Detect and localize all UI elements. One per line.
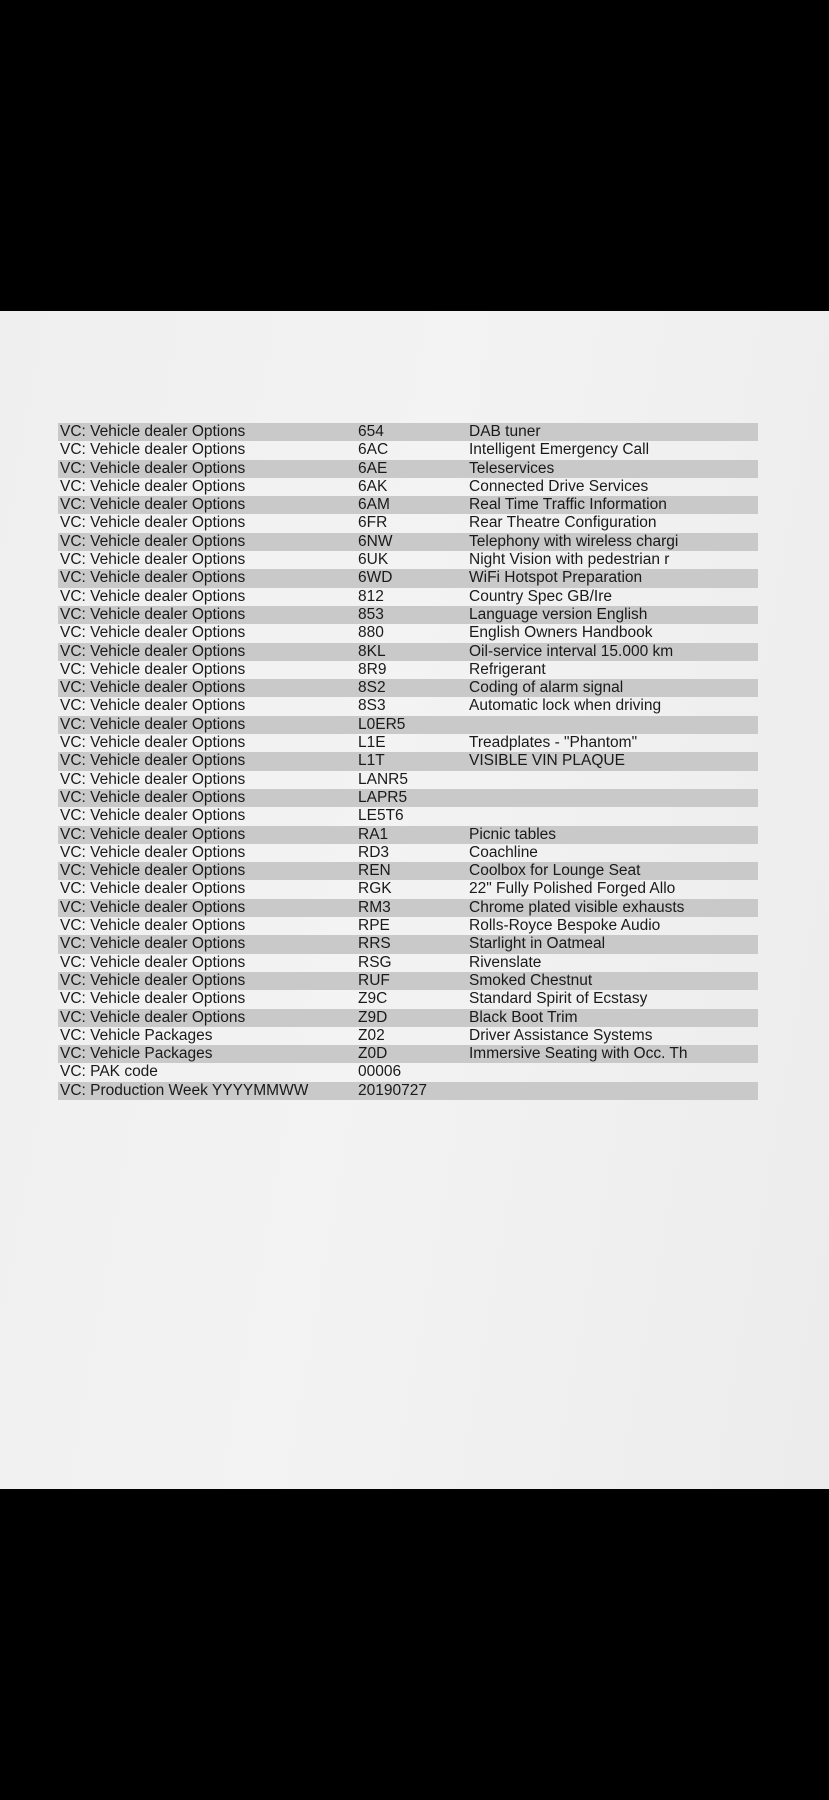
option-category: VC: Vehicle dealer Options (60, 514, 246, 532)
option-code: L1E (358, 734, 386, 752)
option-description: DAB tuner (469, 423, 541, 440)
option-code: 8S3 (358, 697, 386, 715)
option-category: VC: Vehicle dealer Options (60, 423, 246, 440)
option-category: VC: Vehicle dealer Options (60, 1008, 246, 1026)
table-row (58, 551, 758, 569)
option-code: 6FR (358, 514, 388, 532)
option-code: Z9C (358, 990, 388, 1008)
option-category: VC: Vehicle dealer Options (60, 788, 246, 806)
option-code: 880 (358, 624, 384, 642)
option-code: 812 (358, 587, 384, 605)
option-category: VC: Vehicle dealer Options (60, 807, 246, 825)
option-code: Z9D (358, 1008, 388, 1026)
option-description: Intelligent Emergency Call (469, 441, 650, 459)
option-category: VC: Vehicle dealer Options (60, 734, 246, 752)
table-row (58, 460, 758, 478)
option-description: Driver Assistance Systems (469, 1026, 653, 1044)
option-category: VC: Vehicle dealer Options (60, 569, 246, 587)
document-page (0, 311, 829, 1489)
option-category: VC: Production Week YYYYMMWW (60, 1081, 309, 1099)
option-code: RSG (358, 953, 392, 971)
table-row (58, 899, 758, 917)
option-category: VC: Vehicle dealer Options (60, 935, 246, 953)
option-category: VC: Vehicle dealer Options (60, 496, 246, 514)
option-description: Rolls-Royce Bespoke Audio (469, 917, 661, 935)
option-category: VC: Vehicle dealer Options (60, 532, 246, 550)
table-row (58, 1045, 758, 1063)
option-category: VC: Vehicle dealer Options (60, 862, 246, 880)
option-category: VC: Vehicle dealer Options (60, 697, 246, 715)
option-code: RRS (358, 935, 391, 953)
table-row (58, 1009, 758, 1027)
table-row (58, 423, 758, 441)
table-row (58, 624, 758, 642)
option-code: LE5T6 (358, 807, 404, 825)
option-code: 6AM (358, 496, 390, 514)
option-code: 6AC (358, 441, 389, 459)
option-description: Coolbox for Lounge Seat (469, 862, 641, 880)
option-category: VC: Vehicle dealer Options (60, 679, 246, 697)
option-category: VC: Vehicle Packages (60, 1045, 213, 1063)
option-description: Standard Spirit of Ecstasy (469, 990, 648, 1008)
option-code: Z02 (358, 1026, 385, 1044)
option-code: 8R9 (358, 660, 387, 678)
option-category: VC: Vehicle dealer Options (60, 441, 246, 459)
table-row (58, 1063, 758, 1081)
option-description: Coachline (469, 843, 538, 861)
option-category: VC: Vehicle dealer Options (60, 953, 246, 971)
table-row (58, 954, 758, 972)
option-code: RUF (358, 971, 390, 989)
option-description: Coding of alarm signal (469, 679, 624, 697)
option-category: VC: Vehicle dealer Options (60, 770, 246, 788)
table-row (58, 752, 758, 770)
option-code: 20190727 (358, 1081, 427, 1099)
option-category: VC: Vehicle dealer Options (60, 551, 246, 569)
option-category: VC: Vehicle dealer Options (60, 898, 246, 916)
option-code: RM3 (358, 898, 391, 916)
table-row (58, 643, 758, 661)
table-row (58, 862, 758, 880)
option-description: Real Time Traffic Information (469, 496, 667, 514)
option-code: RGK (358, 880, 392, 898)
option-code: 654 (358, 423, 384, 440)
option-description: 22" Fully Polished Forged Allo (469, 880, 676, 898)
table-row (58, 569, 758, 587)
option-description: Night Vision with pedestrian r (469, 551, 670, 569)
table-row (58, 478, 758, 496)
option-description: Rear Theatre Configuration (469, 514, 657, 532)
option-description: Black Boot Trim (469, 1008, 578, 1026)
table-row (58, 990, 758, 1008)
option-code: LAPR5 (358, 788, 408, 806)
table-row (58, 917, 758, 935)
option-code: 8S2 (358, 679, 386, 697)
option-category: VC: Vehicle dealer Options (60, 660, 246, 678)
option-code: 6UK (358, 551, 389, 569)
option-code: RPE (358, 917, 390, 935)
option-code: 853 (358, 605, 384, 623)
option-code: LANR5 (358, 770, 408, 788)
table-row (58, 789, 758, 807)
table-row (58, 1082, 758, 1100)
table-row (58, 697, 758, 715)
option-code: 8KL (358, 642, 386, 660)
option-description: Connected Drive Services (469, 477, 649, 495)
vehicle-options-table (58, 423, 758, 1100)
option-category: VC: Vehicle Packages (60, 1026, 213, 1044)
table-row (58, 496, 758, 514)
option-description: Starlight in Oatmeal (469, 935, 606, 953)
option-category: VC: Vehicle dealer Options (60, 880, 246, 898)
option-code: 6AK (358, 477, 388, 495)
table-row (58, 533, 758, 551)
option-description: Treadplates - "Phantom" (469, 734, 638, 752)
option-code: 6WD (358, 569, 393, 587)
option-category: VC: Vehicle dealer Options (60, 917, 246, 935)
option-code: REN (358, 862, 391, 880)
option-category: VC: PAK code (60, 1063, 158, 1081)
option-description: Picnic tables (469, 825, 557, 843)
table-row (58, 880, 758, 898)
option-category: VC: Vehicle dealer Options (60, 843, 246, 861)
option-code: L0ER5 (358, 715, 406, 733)
option-category: VC: Vehicle dealer Options (60, 587, 246, 605)
option-description: Oil-service interval 15.000 km (469, 642, 674, 660)
table-row (58, 716, 758, 734)
table-row (58, 972, 758, 990)
table-row (58, 588, 758, 606)
table-row (58, 935, 758, 953)
option-description: English Owners Handbook (469, 624, 653, 642)
option-code: L1T (358, 752, 385, 770)
option-category: VC: Vehicle dealer Options (60, 990, 246, 1008)
table-row (58, 606, 758, 624)
option-code: RD3 (358, 843, 390, 861)
option-description: WiFi Hotspot Preparation (469, 569, 643, 587)
table-row (58, 734, 758, 752)
table-row (58, 441, 758, 459)
option-code: 6NW (358, 532, 393, 550)
option-description: Chrome plated visible exhausts (469, 898, 685, 916)
option-code: 6AE (358, 459, 388, 477)
option-description: Language version English (469, 605, 648, 623)
table-row (58, 1027, 758, 1045)
table-row (58, 514, 758, 532)
option-description: Smoked Chestnut (469, 971, 593, 989)
option-description: VISIBLE VIN PLAQUE (469, 752, 625, 770)
option-category: VC: Vehicle dealer Options (60, 752, 246, 770)
table-row (58, 661, 758, 679)
table-row (58, 826, 758, 844)
option-description: Telephony with wireless chargi (469, 532, 679, 550)
option-category: VC: Vehicle dealer Options (60, 459, 246, 477)
option-description: Automatic lock when driving (469, 697, 662, 715)
option-code: 00006 (358, 1063, 402, 1081)
option-description: Country Spec GB/Ire (469, 587, 613, 605)
option-description: Immersive Seating with Occ. Th (469, 1045, 688, 1063)
option-category: VC: Vehicle dealer Options (60, 715, 246, 733)
table-row (58, 771, 758, 789)
option-category: VC: Vehicle dealer Options (60, 477, 246, 495)
option-code: RA1 (358, 825, 389, 843)
option-category: VC: Vehicle dealer Options (60, 825, 246, 843)
option-category: VC: Vehicle dealer Options (60, 642, 246, 660)
option-category: VC: Vehicle dealer Options (60, 624, 246, 642)
option-category: VC: Vehicle dealer Options (60, 605, 246, 623)
table-row (58, 844, 758, 862)
table-row (58, 679, 758, 697)
table-row (58, 807, 758, 825)
option-description: Rivenslate (469, 953, 542, 971)
option-category: VC: Vehicle dealer Options (60, 971, 246, 989)
option-description: Refrigerant (469, 660, 546, 678)
option-code: Z0D (358, 1045, 388, 1063)
option-description: Teleservices (469, 459, 555, 477)
